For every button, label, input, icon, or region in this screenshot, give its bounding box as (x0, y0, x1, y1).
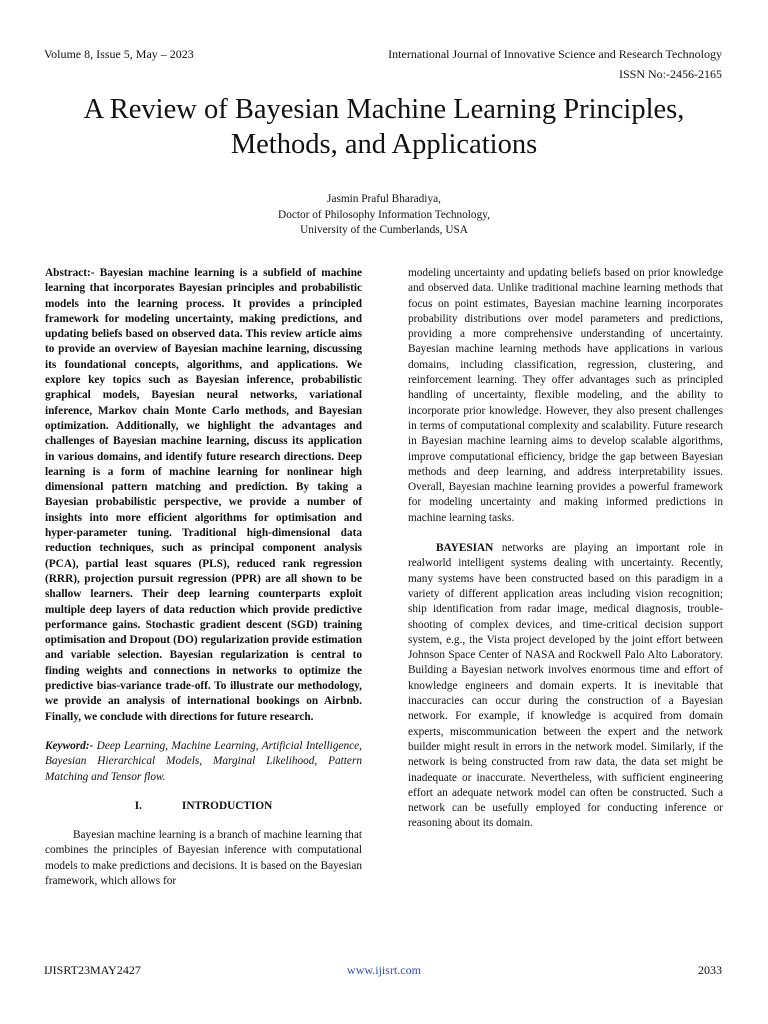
author-name: Jasmin Praful Bharadiya, (327, 193, 441, 205)
section-heading (45, 799, 362, 814)
intro-paragraph: Bayesian machine learning is a branch of machine learning that combines the principles of Bayesian inference with computational models to make predictions and decisions. It is based on the Bayesian framework, which allows for (45, 829, 362, 887)
author-affiliation: University of the Cumberlands, USA (300, 224, 468, 236)
right-column (408, 266, 723, 832)
abstract (45, 266, 362, 725)
bayesian-lead: BAYESIAN (436, 542, 494, 555)
paper-title: A Review of Bayesian Machine Learning Principles, Methods, and Applications (83, 94, 685, 160)
author-block (0, 192, 768, 239)
footer-code: IJISRT23MAY2427 (44, 963, 141, 977)
page-number: 2033 (698, 963, 722, 977)
keywords-label: Keyword:- (45, 739, 94, 752)
right-paragraph-2-text: networks are playing an important role in realworld intelligent systems dealing with uncertainty. Recently, many systems have been constructed based on this paradigm in a variety of different application areas including vision recognition; ship identification from radar image, medical diagnosis, trouble-shooting of complex devices, and time-critical decision support system, e.g., the Vista project developed by the joint effort between Johnson Space Center of NASA and Rockwell Palo Alto Laboratory. Building a Bayesian network involves enormous time and effort of knowledge engineers and domain experts. It is inevitable that inaccuracies can occur during the construction of a Bayesian network. For example, if knowledge is acquired from domain experts, miscommunication between the expert and the network builder might result in errors in the network model. Similarly, if the network is being constructed from raw data, the data set might be inadequate or inaccurate. Nevertheless, with sufficient engineering effort an adequate network model can often be constructed. Such a network can be usefully employed for conducting inference or reasoning about its domain. (408, 542, 723, 830)
keywords (45, 739, 362, 785)
abstract-label: Abstract:- (45, 267, 95, 279)
section-title: INTRODUCTION (181, 799, 273, 812)
volume-issue: Volume 8, Issue 5, May – 2023 (44, 47, 194, 61)
left-column (45, 266, 362, 889)
author-degree: Doctor of Philosophy Information Technology, (278, 208, 490, 221)
section-number: I. (134, 799, 142, 812)
journal-name: International Journal of Innovative Science and Research Technology (388, 47, 722, 61)
right-paragraph-1: modeling uncertainty and updating beliefs based on prior knowledge and observed data. Unlike traditional machine learning methods that focus on point estimates, Bayesian machine learning incorporates probability distributions over model parameters and predictions, providing a more comprehensive understanding of uncertainty. Bayesian machine learning methods have applications in various domains, including classification, regression, clustering, and reinforcement learning. They offer advantages such as principled handling of uncertainty, flexible modeling, and the ability to incorporate prior knowledge. However, they also present challenges in terms of computational complexity and scalability. Future research in Bayesian machine learning aims to develop scalable algorithms, improve computational efficiency, bridge the gap between Bayesian methods and deep learning, and address interpretability issues. Overall, Bayesian machine learning provides a powerful framework for modeling uncertainty and making informed predictions in machine learning tasks. (408, 267, 723, 524)
abstract-text: Bayesian machine learning is a subfield of machine learning that incorporates Bayesian principles and probabilistic models into the learning process. It provides a principled framework for modeling uncertainty, making predictions, and updating beliefs based on observed data. This review article aims to provide an overview of Bayesian machine learning, discussing its foundational concepts, algorithms, and applications. We explore key topics such as Bayesian inference, probabilistic graphical models, Bayesian neural networks, variational inference, Markov chain Monte Carlo methods, and Bayesian optimization. Additionally, we highlight the advantages and challenges of Bayesian machine learning, discuss its application in various domains, and identify future research directions. Deep learning is a form of machine learning for nonlinear high dimensional pattern matching and prediction. By taking a Bayesian probabilistic perspective, we provide a number of insights into more efficient algorithms for optimisation and hyper-parameter tuning. Traditional high-dimensional data reduction techniques, such as principal component analysis (PCA), partial least squares (PLS), reduced rank regression (RRR), projection pursuit regression (PPR) are all shown to be shallow learners. Their deep learning counterparts exploit multiple deep layers of data reduction which provide predictive performance gains. Stochastic gradient descent (SGD) training optimisation and Dropout (DO) regularization provide estimation and variable selection. Bayesian regularization is central to finding weights and connections in networks to optimize the predictive bias-variance trade-off. To illustrate our methodology, we provide an analysis of international bookings on Airbnb. Finally, we conclude with directions for future research. (45, 267, 362, 723)
issn: ISSN No:-2456-2165 (618, 67, 722, 81)
keywords-text: Deep Learning, Machine Learning, Artificial Intelligence, Bayesian Hierarchical Models, Marginal Likelihood, Pattern Matching and Tensor flow. (45, 739, 362, 783)
right-paragraph-2 (408, 541, 723, 832)
footer-website-link[interactable]: www.ijisrt.com (347, 963, 421, 977)
